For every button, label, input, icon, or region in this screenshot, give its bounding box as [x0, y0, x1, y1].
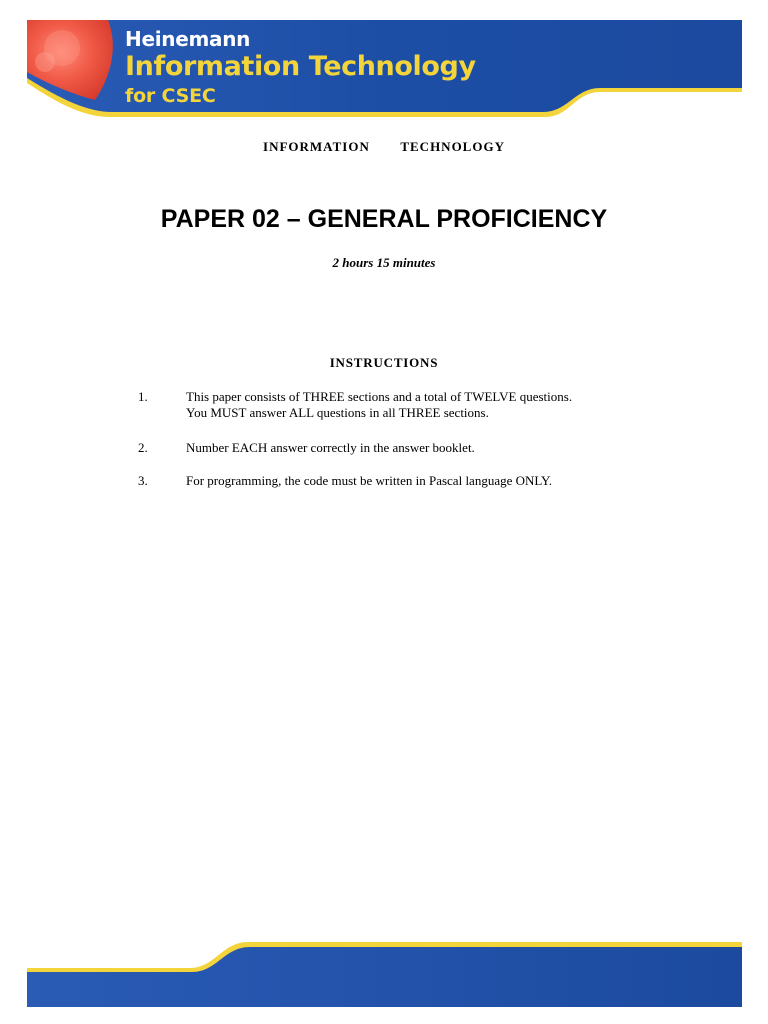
instruction-number: 3.	[138, 473, 148, 488]
duration: 2 hours 15 minutes	[332, 255, 436, 270]
instruction-text: This paper consists of THREE sections and a total of TWELVE questions.	[186, 389, 573, 404]
instruction-number: 1.	[138, 389, 148, 404]
instruction-number: 2.	[138, 440, 148, 455]
brand-publisher: Heinemann	[125, 27, 251, 51]
brand-subtitle: for CSEC	[125, 85, 216, 107]
subject-heading: INFORMATION TECHNOLOGY	[263, 139, 505, 154]
brand-title: Information Technology	[125, 51, 476, 82]
instruction-text: For programming, the code must be written in Pascal language ONLY.	[186, 473, 552, 488]
instruction-text: You MUST answer ALL questions in all THREE sections.	[186, 405, 489, 420]
instructions-heading: INSTRUCTIONS	[329, 355, 439, 370]
footer-banner	[0, 938, 768, 1024]
instruction-text: Number EACH answer correctly in the answer booklet.	[186, 440, 475, 455]
paper-title: PAPER 02 – GENERAL PROFICIENCY	[160, 205, 608, 233]
